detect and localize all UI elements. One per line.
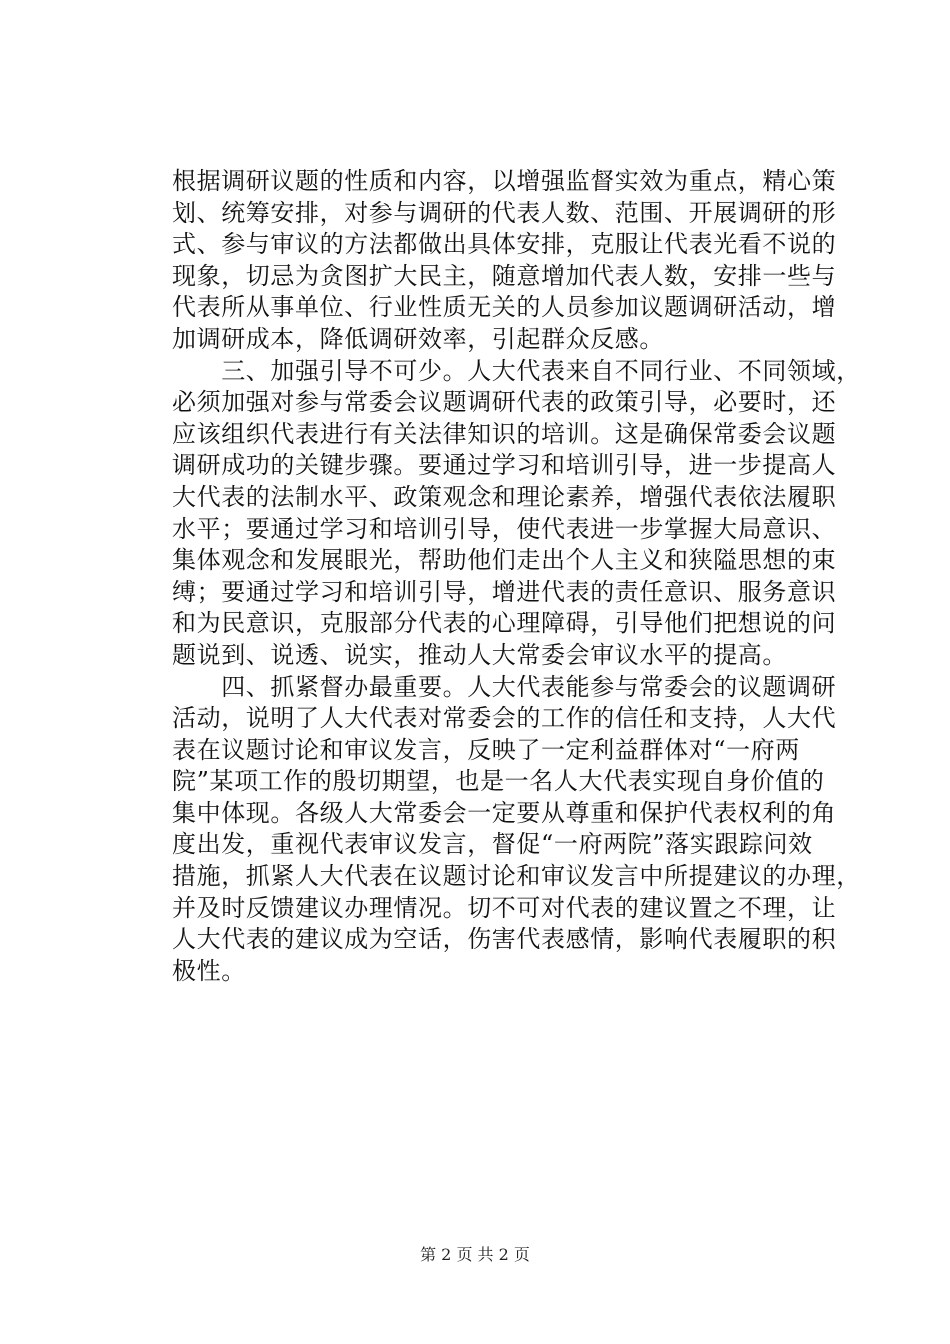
text-line: 措施，抓紧人大代表在议题讨论和审议发言中所提建议的办理， bbox=[172, 862, 861, 891]
text-line: 表在议题讨论和审议发言，反映了一定利益群体对“一府两 bbox=[172, 735, 800, 764]
page-number-footer: 第 2 页 共 2 页 bbox=[420, 1245, 530, 1264]
text-line: 和为民意识，克服部分代表的心理障碍，引导他们把想说的问 bbox=[172, 609, 837, 638]
text-line: 缚；要通过学习和培训引导，增进代表的责任意识、服务意识 bbox=[172, 577, 837, 606]
text-line: 题说到、说透、说实，推动人大常委会审议水平的提高。 bbox=[172, 640, 787, 669]
text-line: 活动，说明了人大代表对常委会的工作的信任和支持，人大代 bbox=[172, 704, 837, 733]
text-line: 极性。 bbox=[172, 956, 246, 985]
text-line: 划、统筹安排，对参与调研的代表人数、范围、开展调研的形 bbox=[172, 198, 837, 227]
text-line: 度出发，重视代表审议发言，督促“一府两院”落实跟踪问效 bbox=[172, 830, 813, 859]
text-line: 四、抓紧督办最重要。人大代表能参与常委会的议题调研 bbox=[172, 672, 837, 701]
text-line: 集中体现。各级人大常委会一定要从尊重和保护代表权利的角 bbox=[172, 798, 837, 827]
text-line: 并及时反馈建议办理情况。切不可对代表的建议置之不理，让 bbox=[172, 893, 837, 922]
text-line: 人大代表的建议成为空话，伤害代表感情，影响代表履职的积 bbox=[172, 925, 837, 954]
text-line: 必须加强对参与常委会议题调研代表的政策引导，必要时，还 bbox=[172, 388, 837, 417]
text-line: 加调研成本，降低调研效率，引起群众反感。 bbox=[172, 324, 664, 353]
text-line: 院”某项工作的殷切期望，也是一名人大代表实现自身价值的 bbox=[172, 767, 825, 796]
body-text bbox=[172, 166, 861, 987]
text-line: 根据调研议题的性质和内容，以增强监督实效为重点，精心策 bbox=[172, 167, 837, 195]
text-line: 代表所从事单位、行业性质无关的人员参加议题调研活动，增 bbox=[172, 293, 837, 322]
text-line: 调研成功的关键步骤。要通过学习和培训引导，进一步提高人 bbox=[172, 451, 837, 480]
text-line: 三、加强引导不可少。人大代表来自不同行业、不同领域， bbox=[172, 356, 861, 385]
text-line: 式、参与审议的方法都做出具体安排，克服让代表光看不说的 bbox=[172, 230, 837, 259]
text-line: 现象，切忌为贪图扩大民主，随意增加代表人数，安排一些与 bbox=[172, 261, 837, 290]
text-line: 水平；要通过学习和培训引导，使代表进一步掌握大局意识、 bbox=[172, 514, 837, 543]
text-line: 集体观念和发展眼光，帮助他们走出个人主义和狭隘思想的束 bbox=[172, 546, 837, 575]
text-line: 大代表的法制水平、政策观念和理论素养，增强代表依法履职 bbox=[172, 482, 837, 511]
text-line: 应该组织代表进行有关法律知识的培训。这是确保常委会议题 bbox=[172, 419, 837, 448]
